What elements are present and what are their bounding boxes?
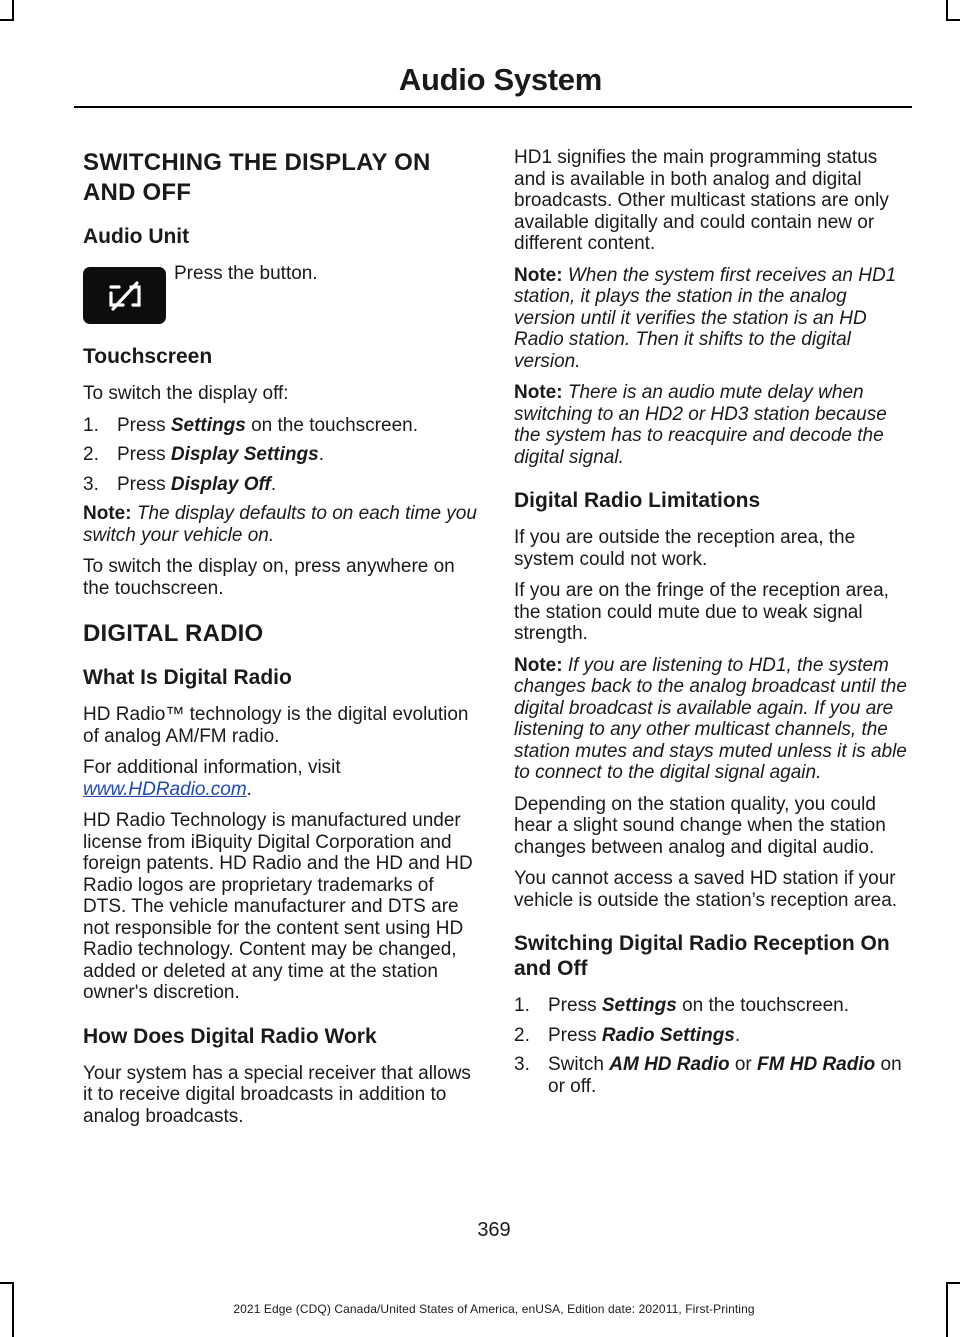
limitations-text-1: If you are outside the reception area, the system could not work.	[514, 527, 856, 570]
hdradio-link[interactable]: www.HDRadio.com	[83, 778, 247, 800]
crop-mark	[946, 1282, 960, 1284]
heading-what-is-digital-radio: What Is Digital Radio	[83, 666, 292, 689]
display-off-icon	[83, 267, 166, 324]
page-header-title: Audio System	[398, 62, 602, 97]
note-display-defaults: Note: The display defaults to on each time you switch your vehicle on.	[83, 503, 477, 546]
limitations-text-2: If you are on the fringe of the reception area, the station could mute due to weak signal strength.	[514, 580, 889, 644]
crop-mark	[0, 19, 14, 21]
additional-info: For additional information, visit www.HDRadio.com.	[83, 757, 341, 800]
crop-mark	[946, 0, 948, 20]
what-is-text: HD Radio™ technology is the digital evolution of analog AM/FM radio.	[83, 704, 469, 747]
list-item: 2. Press Display Settings.	[83, 444, 324, 465]
note-mute-delay: Note: There is an audio mute delay when switching to an HD2 or HD3 station because the system has to reacquire and decode the digital signal.	[514, 382, 887, 468]
heading-touchscreen: Touchscreen	[83, 345, 213, 368]
heading-how-digital-radio-works: How Does Digital Radio Work	[83, 1024, 377, 1048]
note-hd1-fallback: Note: If you are listening to HD1, the system changes back to the analog broadcast until the digital broadcast is available again. If you are listening to any other multicast channels, the station mutes and stays muted unless it is able to connect to the digital signal again.	[514, 654, 907, 783]
list-item: 3. Switch AM HD Radio or FM HD Radio on or off.	[514, 1054, 902, 1097]
crop-mark	[12, 0, 14, 20]
heading-switching-reception: Switching Digital Radio Reception On and Off	[514, 932, 890, 980]
left-column	[83, 148, 477, 1137]
display-off-steps	[83, 415, 477, 496]
saved-station-text: You cannot access a saved HD station if your vehicle is outside the station’s reception area.	[514, 868, 898, 911]
how-text: Your system has a special receiver that allows it to receive digital broadcasts in addition to analog broadcasts.	[83, 1062, 471, 1127]
crop-mark	[946, 19, 960, 21]
heading-audio-unit: Audio Unit	[83, 225, 190, 248]
hd1-text: HD1 signifies the main programming status and is available in both analog and digital broadcasts. Other multicast stations are only available digitally and could contain new or different content.	[514, 147, 889, 254]
manufactured-text: HD Radio Technology is manufactured under license from iBiquity Digital Corporation and foreign patents. HD Radio and the HD and HD Radio logos are proprietary trademarks of DTS. The vehicle manufacturer and DTS are not responsible for the content sent using HD Radio technology. Content may be changed, added or deleted at any time at the station owner's discretion.	[83, 810, 473, 1003]
note-hd1-analog: Note: When the system first receives an HD1 station, it plays the station in the analog version until it verifies the station is an HD Radio station. Then it shifts to the digital version.	[514, 264, 897, 372]
list-item: 1. Press Settings on the touchscreen.	[83, 414, 418, 436]
crop-mark	[0, 1282, 14, 1284]
reception-steps	[514, 995, 910, 1097]
list-item: 3. Press Display Off.	[83, 473, 277, 495]
audio-unit-instruction: Press the button.	[174, 263, 318, 284]
heading-limitations: Digital Radio Limitations	[514, 489, 761, 512]
station-quality-text: Depending on the station quality, you could hear a slight sound change when the station changes between analog and digital audio.	[514, 793, 886, 858]
switch-on-instruction: To switch the display on, press anywhere on the touchscreen.	[83, 556, 455, 599]
section-title-display: SWITCHING THE DISPLAY ON AND OFF	[83, 149, 431, 206]
page-footer: 2021 Edge (CDQ) Canada/United States of America, enUSA, Edition date: 202011, First-Printing	[233, 1302, 755, 1316]
audio-unit-row	[83, 263, 477, 324]
page-number: 369	[477, 1219, 511, 1241]
right-column	[514, 147, 910, 1105]
list-item: 1. Press Settings on the touchscreen.	[514, 995, 849, 1016]
header-divider	[74, 106, 912, 108]
section-title-digital-radio: DIGITAL RADIO	[83, 620, 264, 647]
touchscreen-intro: To switch the display off:	[83, 383, 289, 404]
list-item: 2. Press Radio Settings.	[514, 1024, 741, 1046]
